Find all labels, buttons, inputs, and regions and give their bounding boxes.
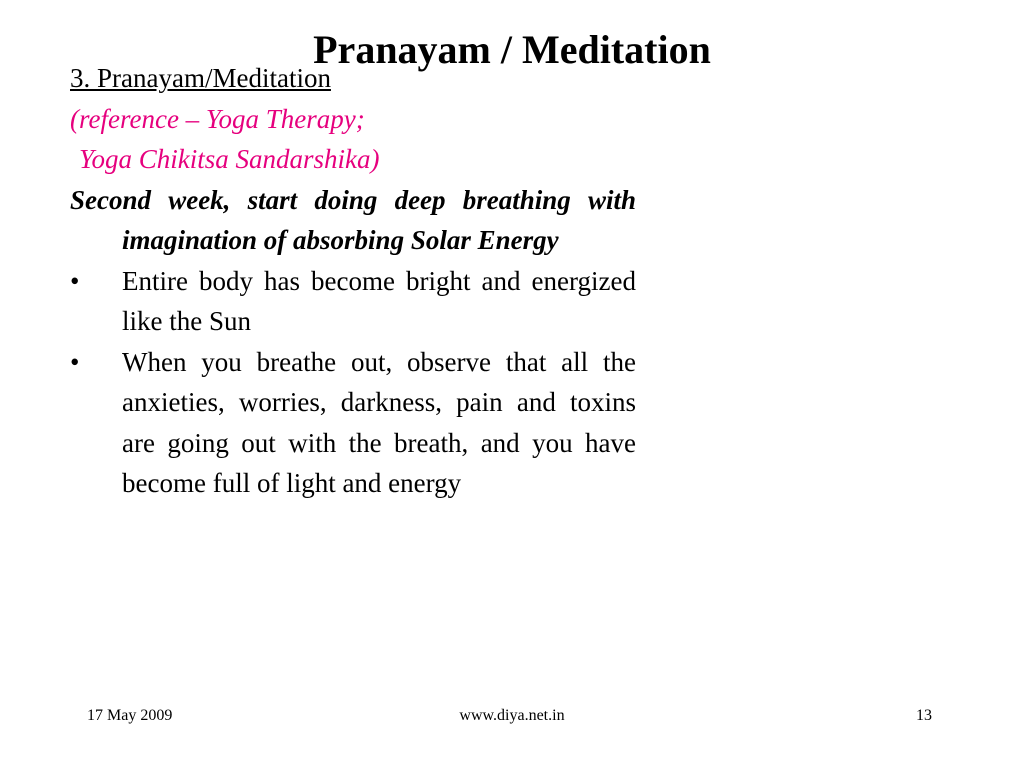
bullet-marker: • — [70, 265, 80, 296]
footer-date: 17 May 2009 — [87, 707, 173, 724]
bullet-item — [70, 342, 636, 504]
reference-line-2: Yoga Chikitsa Sandarshika) — [79, 144, 380, 174]
reference-line-1: (reference – Yoga Therapy; — [70, 103, 365, 134]
bullet-marker: • — [70, 346, 80, 377]
section-subheading: 3. Pranayam/Meditation — [70, 63, 331, 93]
bullet-item — [70, 261, 636, 342]
bullet-text: When you breathe out, observe that all the anxieties, worries, darkness, pain and toxins are going out with the breath, and you have become full of light and energy — [122, 346, 636, 498]
footer-url: www.diya.net.in — [459, 707, 565, 724]
slide-body — [70, 58, 636, 504]
bullet-text: Entire body has become bright and energized like the Sun — [122, 265, 636, 336]
slide-title: Pranayam / Meditation — [313, 27, 711, 72]
intro-paragraph: Second week, start doing deep breathing with imagination of absorbing Solar Energy — [70, 184, 636, 255]
page-number: 13 — [916, 707, 932, 724]
